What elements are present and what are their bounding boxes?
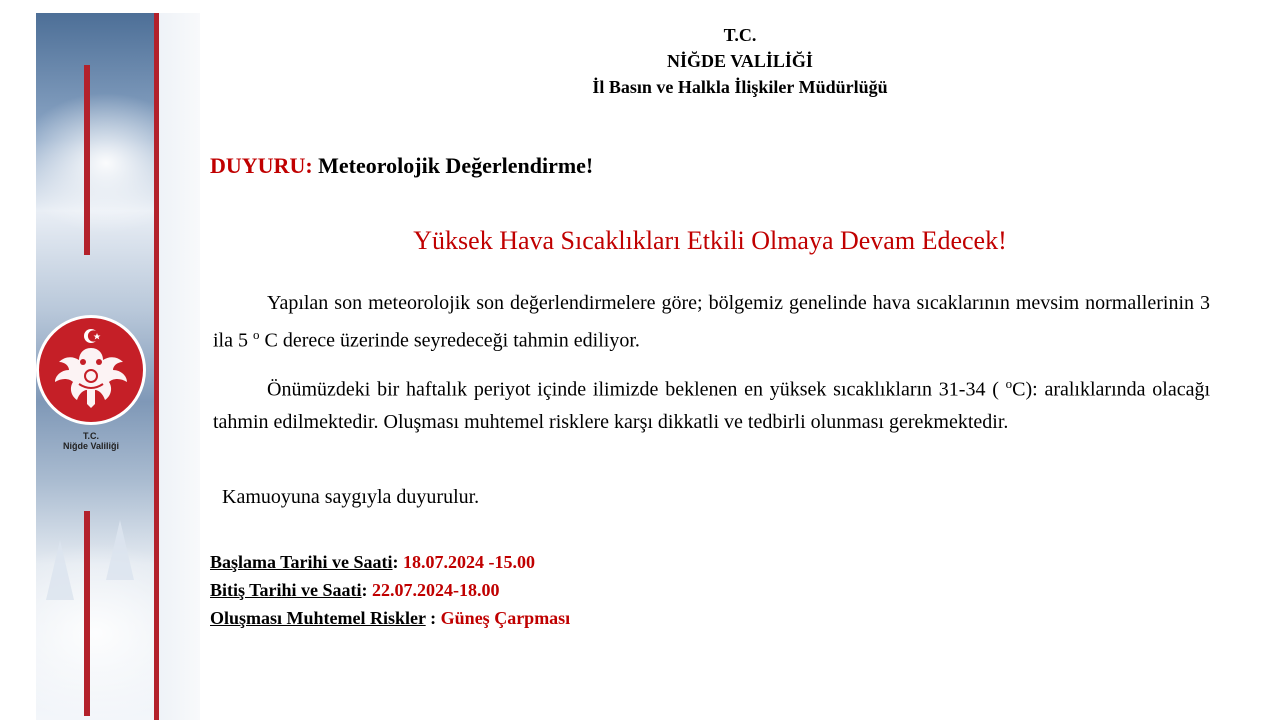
red-accent-line [84, 511, 90, 716]
document-header [460, 22, 1020, 100]
logo-caption [46, 431, 136, 451]
logo-caption-line1: T.C. [82, 431, 99, 441]
detail-row-start [210, 548, 570, 576]
detail-row-risks [210, 604, 570, 632]
degree-sup: o [1005, 376, 1013, 391]
red-divider-line [154, 13, 159, 720]
detail-separator: : [361, 580, 373, 600]
detail-row-end [210, 576, 570, 604]
detail-key: Oluşması Muhtemel Riskler [210, 608, 426, 628]
detail-separator: : [425, 608, 441, 628]
snow-tree-decoration [46, 540, 74, 600]
header-line1: T.C. [723, 25, 757, 45]
header-line3: İl Basın ve Halkla İlişkiler Müdürlüğü [592, 77, 888, 97]
closing-line: Kamuoyuna saygıyla duyurulur. [222, 486, 480, 508]
body-paragraph-2 [213, 368, 1210, 438]
eagle-emblem-icon [39, 318, 143, 422]
paragraph1-text-after: C derece üzerinde seyredeceği tahmin ediliyor. [264, 329, 640, 352]
paragraph1-text-before: Yapılan son meteorolojik son değerlendirmelere göre; bölgemiz genelinde hava sıcaklarının mevsim normallerinin 3 ila 5 [213, 292, 1210, 352]
detail-key: Başlama Tarihi ve Saati [210, 552, 393, 572]
announcement-subject: Meteorolojik Değerlendirme! [318, 153, 594, 178]
logo-caption-line2: Niğde Valiliği [62, 441, 119, 451]
side-banner [36, 13, 200, 720]
detail-value: Güneş Çarpması [440, 608, 571, 628]
red-accent-line [84, 65, 90, 255]
header-line2: NİĞDE VALİLİĞİ [667, 51, 813, 71]
paragraph2-text-after: C): aralıklarında olacağı tahmin edilmektedir. Oluşması muhtemel risklere karşı dikkatli ve tedbirli olunması gerekmektedir. [213, 378, 1211, 433]
detail-value: 22.07.2024-18.00 [372, 580, 500, 600]
paragraph2-text-before: Önümüzdeki bir haftalık periyot içinde ilimizde beklenen en yüksek sıcaklıkların 31-34 ( [267, 378, 999, 401]
detail-separator: : [392, 552, 404, 572]
announcement-title [210, 153, 593, 179]
headline: Yüksek Hava Sıcaklıkları Etkili Olmaya Devam Edecek! [413, 226, 1007, 255]
degree-sup: o [253, 327, 260, 342]
detail-value: 18.07.2024 -15.00 [403, 552, 536, 572]
details-list [210, 548, 570, 632]
nigde-valiligi-logo [36, 315, 146, 425]
announcement-label: DUYURU: [210, 153, 313, 178]
banner-stripe [156, 13, 200, 720]
detail-key: Bitiş Tarihi ve Saati [210, 580, 362, 600]
body-paragraph-1 [213, 287, 1210, 357]
snow-tree-decoration [106, 520, 134, 580]
